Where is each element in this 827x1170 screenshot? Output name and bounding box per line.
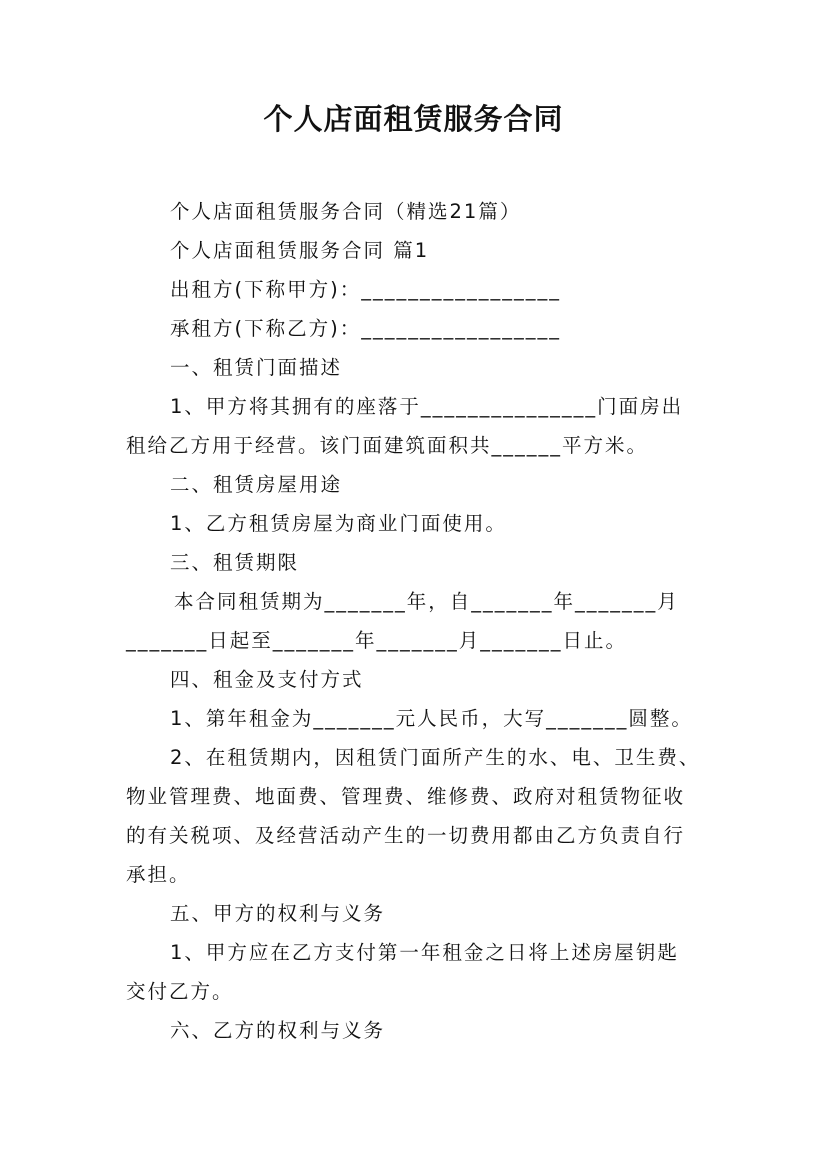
paragraph-line: 本合同租赁期为_______年，自_______年_______月 [174,590,679,613]
document-subtitle: 个人店面租赁服务合同（精选21篇） [170,200,522,223]
lessor-field: 出租方(下称甲方)：_________________ [170,278,561,301]
paragraph-line: 的有关税项、及经营活动产生的一切费用都由乙方负责自行 [126,824,686,847]
clause-heading: 二、租赁房屋用途 [170,473,343,496]
paragraph-line: 交付乙方。 [126,980,234,1003]
paragraph-line: 1、甲方将其拥有的座落于_______________门面房出 [170,395,684,418]
paragraph-line: 1、乙方租赁房屋为商业门面使用。 [170,512,507,535]
clause-heading: 五、甲方的权利与义务 [170,902,386,925]
paragraph-line: 物业管理费、地面费、管理费、维修费、政府对租赁物征收 [126,785,686,808]
paragraph-line: 1、第年租金为_______元人民币，大写_______圆整。 [170,707,693,730]
clause-heading: 六、乙方的权利与义务 [170,1019,386,1042]
paragraph-line: 1、甲方应在乙方支付第一年租金之日将上述房屋钥匙 [170,941,679,964]
clause-heading: 三、租赁期限 [170,551,300,574]
paragraph-line: 承担。 [126,863,191,886]
paragraph-line: 租给乙方用于经营。该门面建筑面积共______平方米。 [126,434,649,457]
paragraph-line: _______日起至_______年_______月_______日止。 [126,629,628,652]
lessee-field: 承租方(下称乙方)：_________________ [170,317,561,340]
clause-heading: 四、租金及支付方式 [170,668,364,691]
section-heading: 个人店面租赁服务合同 篇1 [170,239,430,262]
page-title: 个人店面租赁服务合同 [263,102,564,136]
paragraph-line: 2、在租赁期内，因租赁门面所产生的水、电、卫生费、 [170,746,701,769]
clause-heading: 一、租赁门面描述 [170,356,343,379]
